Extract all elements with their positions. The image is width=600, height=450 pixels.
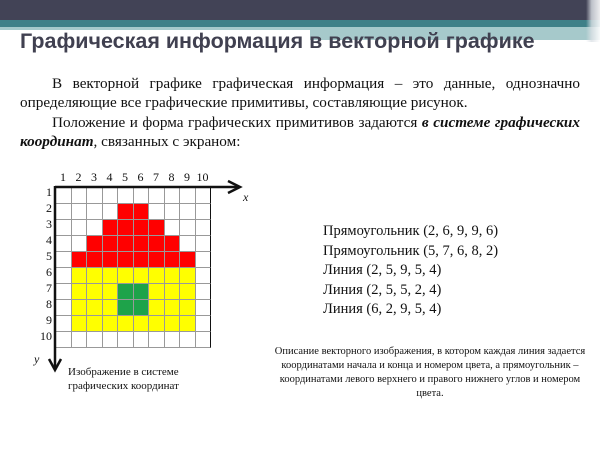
grid-cell bbox=[86, 331, 103, 348]
header-band-teal bbox=[0, 20, 600, 27]
column-label: 3 bbox=[91, 170, 97, 184]
grid-cell bbox=[86, 235, 103, 252]
column-label: 2 bbox=[75, 170, 82, 184]
grid-cell bbox=[179, 283, 196, 300]
grid-cell bbox=[133, 299, 150, 316]
grid-cell bbox=[55, 283, 72, 300]
grid-cell bbox=[117, 219, 134, 236]
row-label: 9 bbox=[46, 313, 52, 327]
grid-cell bbox=[71, 283, 88, 300]
grid-cell bbox=[195, 315, 212, 332]
header-band-edge bbox=[586, 0, 600, 42]
grid-cell bbox=[71, 331, 88, 348]
primitive-item: Прямоугольник (5, 7, 6, 8, 2) bbox=[323, 242, 499, 259]
y-axis-arrow-icon bbox=[49, 359, 61, 370]
grid-cell bbox=[71, 299, 88, 316]
row-label: 4 bbox=[46, 233, 52, 247]
grid-cell bbox=[148, 235, 165, 252]
grid-cell bbox=[179, 187, 196, 204]
paragraph-definition: В векторной графике графическая информация – это данные, однозначно определяющие все графические примитивы, составляющие рисунок. bbox=[20, 75, 580, 111]
grid-cell bbox=[55, 315, 72, 332]
x-axis-arrow-icon bbox=[228, 181, 240, 193]
grid-cell bbox=[164, 315, 181, 332]
row-label: 3 bbox=[46, 217, 52, 231]
grid-cell bbox=[195, 187, 212, 204]
grid-cell bbox=[102, 219, 119, 236]
grid-cell bbox=[55, 267, 72, 284]
grid-cell bbox=[133, 267, 150, 284]
grid-cell bbox=[117, 315, 134, 332]
primitive-item: Линия (2, 5, 5, 2, 4) bbox=[323, 281, 442, 298]
grid-cell bbox=[148, 331, 165, 348]
grid-cell bbox=[55, 219, 72, 236]
grid-cell bbox=[179, 315, 196, 332]
grid-cell bbox=[133, 315, 150, 332]
figure-caption bbox=[68, 365, 179, 393]
grid-cell bbox=[179, 203, 196, 220]
grid-cell bbox=[86, 187, 103, 204]
grid-cell bbox=[148, 283, 165, 300]
row-label: 1 bbox=[46, 185, 52, 199]
grid-cell bbox=[195, 251, 212, 268]
grid-cell bbox=[148, 315, 165, 332]
grid-cell bbox=[117, 203, 134, 220]
grid-cell bbox=[55, 187, 72, 204]
x-axis-label: x bbox=[243, 190, 249, 204]
grid-cell bbox=[71, 267, 88, 284]
row-label: 7 bbox=[46, 281, 52, 295]
grid-cell bbox=[86, 219, 103, 236]
grid-cell bbox=[102, 203, 119, 220]
paragraph-text-before: Положение и форма графических примитивов задаются bbox=[52, 114, 422, 131]
grid-cell bbox=[148, 267, 165, 284]
grid-cell bbox=[117, 187, 134, 204]
column-label: 5 bbox=[122, 170, 128, 184]
grid-cell bbox=[133, 283, 150, 300]
grid-cell bbox=[148, 219, 165, 236]
grid-cell bbox=[86, 315, 103, 332]
primitive-item: Линия (6, 2, 9, 5, 4) bbox=[323, 301, 442, 317]
grid-cell bbox=[117, 331, 134, 348]
row-label: 8 bbox=[46, 297, 52, 311]
grid-cell bbox=[102, 267, 119, 284]
paragraph-text-after: , связанных с экраном: bbox=[93, 133, 241, 150]
grid-cell bbox=[86, 267, 103, 284]
grid-cell bbox=[133, 219, 150, 236]
grid-cell bbox=[133, 235, 150, 252]
grid-cell bbox=[179, 235, 196, 252]
grid-cell bbox=[102, 283, 119, 300]
grid-cell bbox=[133, 251, 150, 268]
grid-cell bbox=[164, 219, 181, 236]
grid-cell bbox=[133, 203, 150, 220]
column-label: 1 bbox=[60, 170, 66, 184]
grid-cell bbox=[179, 299, 196, 316]
grid-cell bbox=[195, 299, 212, 316]
row-label: 2 bbox=[46, 201, 52, 215]
column-label: 8 bbox=[168, 170, 175, 184]
grid-cell bbox=[86, 203, 103, 220]
grid-cell bbox=[71, 187, 88, 204]
grid-cell bbox=[195, 203, 212, 220]
grid-cell bbox=[71, 251, 88, 268]
grid-cell bbox=[164, 267, 181, 284]
grid-cell bbox=[86, 299, 103, 316]
row-label: 6 bbox=[46, 265, 52, 279]
grid-cell bbox=[71, 219, 88, 236]
grid-cell bbox=[195, 331, 212, 348]
grid-cell bbox=[179, 267, 196, 284]
grid-cell bbox=[102, 299, 119, 316]
grid-cell bbox=[195, 219, 212, 236]
grid-cell bbox=[55, 299, 72, 316]
grid-cell bbox=[55, 203, 72, 220]
grid-cell bbox=[71, 203, 88, 220]
grid-cell bbox=[148, 299, 165, 316]
grid-cell bbox=[102, 235, 119, 252]
row-label: 5 bbox=[46, 249, 52, 263]
grid-cell bbox=[117, 267, 134, 284]
grid-cell bbox=[164, 331, 181, 348]
row-label: 10 bbox=[40, 329, 52, 343]
grid-cell bbox=[71, 315, 88, 332]
grid-cell bbox=[164, 283, 181, 300]
column-label: 9 bbox=[184, 170, 190, 184]
grid-cell bbox=[164, 299, 181, 316]
grid-cell bbox=[86, 251, 103, 268]
figure-caption-line: графических координат bbox=[68, 380, 179, 392]
grid-cell bbox=[148, 251, 165, 268]
primitives-list bbox=[323, 222, 498, 320]
column-label: 6 bbox=[137, 170, 144, 184]
grid-cell bbox=[71, 235, 88, 252]
paragraph-emphasis: в системе графических координат bbox=[20, 114, 580, 150]
grid-cell bbox=[164, 203, 181, 220]
slide-title: Графическая информация в векторной графике bbox=[20, 29, 535, 53]
grid-cell bbox=[102, 315, 119, 332]
column-label: 4 bbox=[106, 170, 113, 184]
grid-cell bbox=[179, 331, 196, 348]
grid-cell bbox=[164, 251, 181, 268]
grid-cell bbox=[179, 251, 196, 268]
grid-cell bbox=[102, 251, 119, 268]
paragraph-coordinates bbox=[20, 113, 580, 151]
grid-cell bbox=[164, 187, 181, 204]
figure-caption-line: Изображение в системе bbox=[68, 366, 179, 378]
grid-cell bbox=[195, 283, 212, 300]
grid-cell bbox=[133, 331, 150, 348]
grid-cell bbox=[195, 267, 212, 284]
grid-cell bbox=[55, 235, 72, 252]
grid-cell bbox=[133, 187, 150, 204]
header-band-dark bbox=[0, 0, 600, 20]
primitive-item: Прямоугольник (2, 6, 9, 9, 6) bbox=[323, 223, 499, 239]
grid-cell bbox=[117, 283, 134, 300]
grid-cell bbox=[55, 331, 72, 348]
grid-cell bbox=[164, 235, 181, 252]
grid-cell bbox=[117, 235, 134, 252]
grid-cell bbox=[117, 251, 134, 268]
grid-cell bbox=[102, 331, 119, 348]
grid-cell bbox=[102, 187, 119, 204]
primitive-item: Линия (2, 5, 9, 5, 4) bbox=[323, 262, 442, 278]
column-label: 10 bbox=[196, 170, 209, 184]
vector-description: Описание векторного изображения, в котором каждая линия задается координатами начала и конца и номером цвета, а прямоугольник – координатами левого верхнего и правого нижнего углов и номером цвета. bbox=[274, 346, 586, 399]
column-label: 7 bbox=[153, 170, 159, 184]
grid-cell bbox=[148, 187, 165, 204]
grid-cell bbox=[55, 251, 72, 268]
grid-cell bbox=[179, 219, 196, 236]
grid-cell bbox=[86, 283, 103, 300]
grid-cell bbox=[195, 235, 212, 252]
y-axis-label: y bbox=[34, 352, 40, 366]
grid-cell bbox=[117, 299, 134, 316]
grid-cell bbox=[148, 203, 165, 220]
